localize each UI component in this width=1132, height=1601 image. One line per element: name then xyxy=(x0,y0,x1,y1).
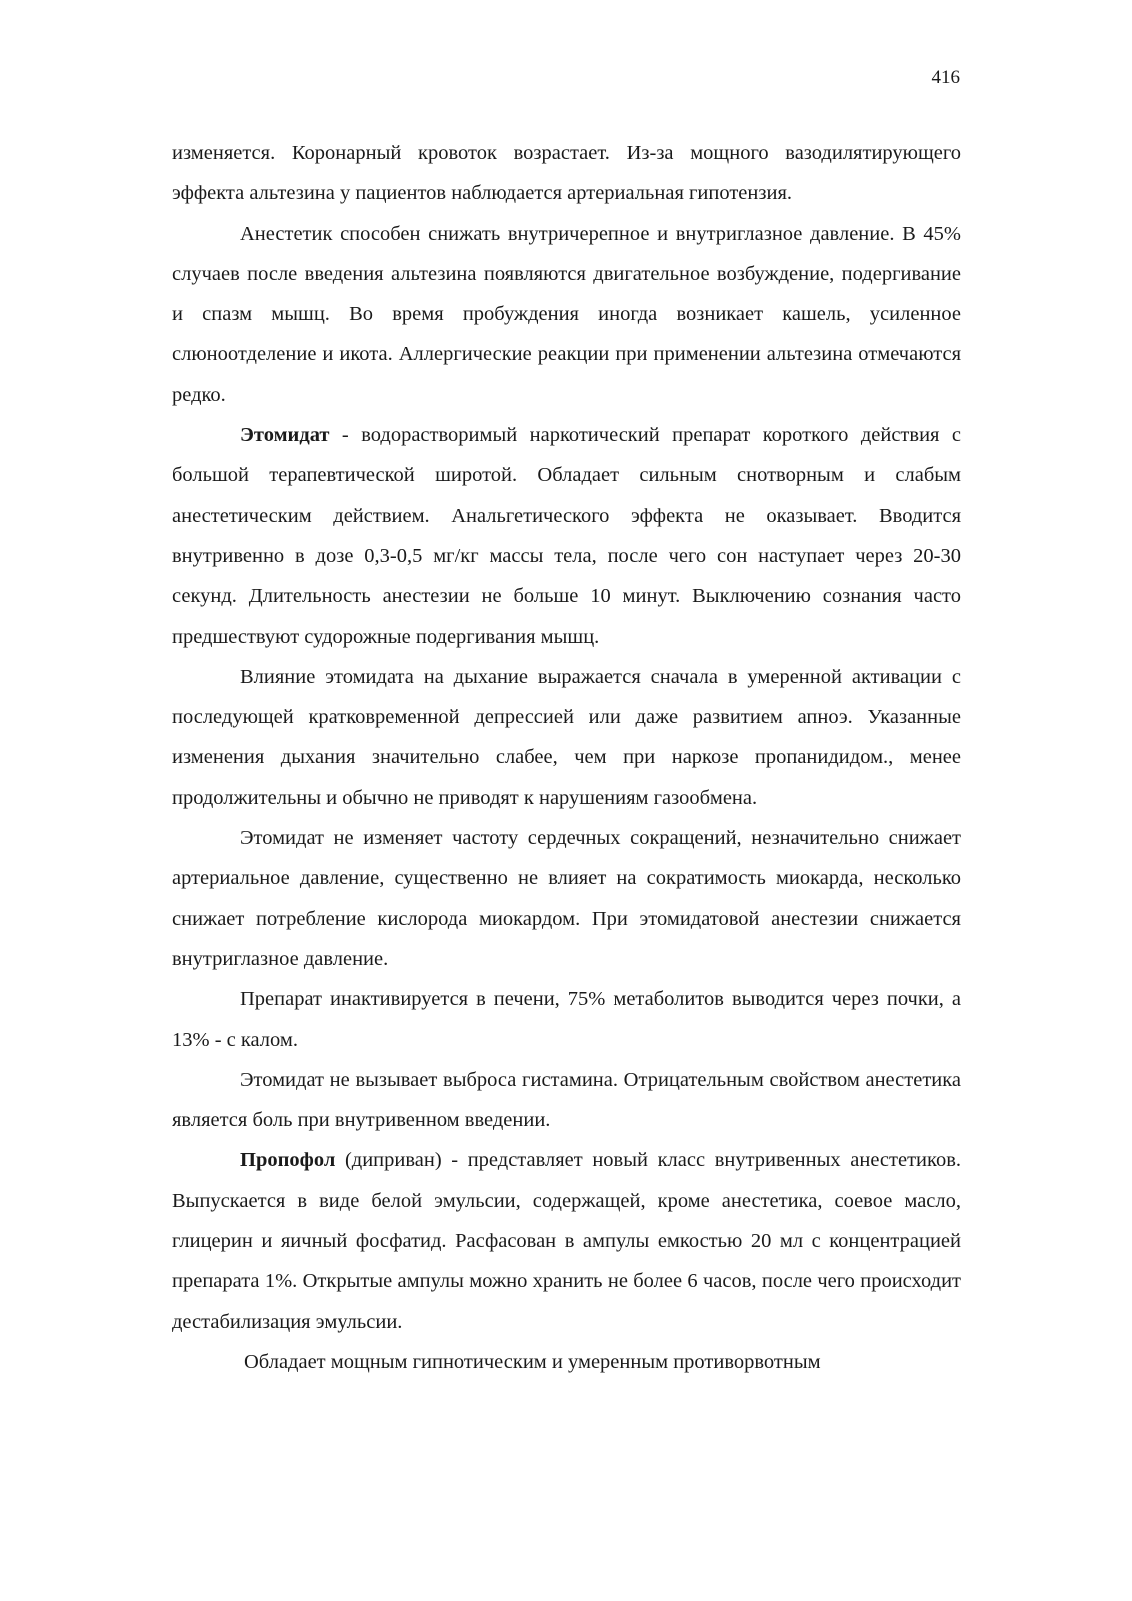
paragraph: Влияние этомидата на дыхание выражается сначала в умеренной активации с последующей кратковременной депрессией или даже развитием апноэ. Указанные изменения дыхания значительно слабее, чем при наркозе пропанидидом., менее продолжительны и обычно не приводят к нарушениям газообмена. xyxy=(172,665,961,809)
paragraph: Обладает мощным гипнотическим и умеренным противорвотным xyxy=(244,1350,821,1373)
document-body xyxy=(172,133,961,1382)
term-heading: Этомидат xyxy=(240,424,330,447)
paragraph-propofol xyxy=(172,1140,961,1341)
page-number: 416 xyxy=(931,67,960,88)
paragraph-text: - водорастворимый наркотический препарат короткого действия с большой терапевтической широтой. Обладает сильным снотворным и слабым анестетическим действием. Анальгетического эффекта не оказывает. Вводится внутривенно в дозе 0,3-0,5 мг/кг массы тела, после чего сон наступает через 20-30 секунд. Длительность анестезии не больше 10 минут. Выключению сознания часто предшествуют судорожные подергивания мышц. xyxy=(172,424,961,648)
paragraph-etomidate xyxy=(172,415,961,657)
paragraph: Препарат инактивируется в печени, 75% метаболитов выводится через почки, а 13% - с калом. xyxy=(172,988,961,1051)
term-heading: Пропофол xyxy=(240,1149,336,1172)
paragraph-text: (диприван) - представляет новый класс внутривенных анестетиков. Выпускается в виде белой эмульсии, содержащей, кроме анестетика, соевое масло, глицерин и яичный фосфатид. Расфасован в ампулы емкостью 20 мл с концентрацией препарата 1%. Открытые ампулы можно хранить не более 6 часов, после чего происходит дестабилизация эмульсии. xyxy=(172,1149,961,1333)
paragraph: Этомидат не вызывает выброса гистамина. Отрицательным свойством анестетика является боль при внутривенном введении. xyxy=(172,1068,961,1132)
paragraph: Анестетик способен снижать внутричерепное и внутриглазное давление. В 45% случаев после введения альтезина появляются двигательное возбуждение, подергивание и спазм мышц. Во время пробуждения иногда возникает кашель, усиленное слюноотделение и икота. Аллергические реакции при применении альтезина отмечаются редко. xyxy=(172,222,961,406)
paragraph-continuation: изменяется. Коронарный кровоток возрастает. Из-за мощного вазодилятирующего эффекта альтезина у пациентов наблюдается артериальная гипотензия. xyxy=(172,142,961,205)
paragraph: Этомидат не изменяет частоту сердечных сокращений, незначительно снижает артериальное давление, существенно не влияет на сократимость миокарда, несколько снижает потребление кислорода миокардом. При этомидатовой анестезии снижается внутриглазное давление. xyxy=(172,827,961,970)
